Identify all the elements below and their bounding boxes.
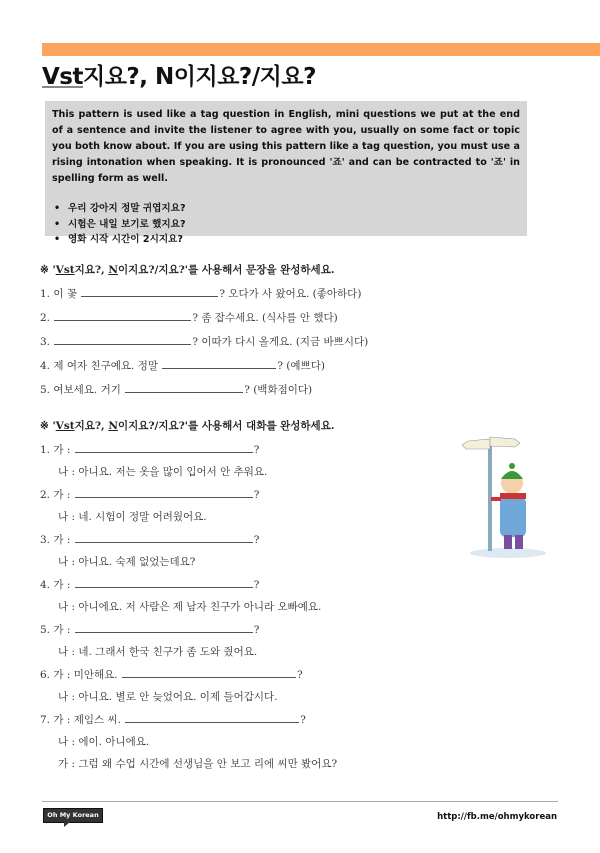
text-fragment: ? 오다가 사 왔어요. (좋아하다) <box>219 288 362 300</box>
dialogue-question <box>40 712 306 727</box>
header-bar <box>42 43 600 56</box>
dialogue-question <box>40 442 259 457</box>
title-vst: Vst <box>42 64 83 90</box>
text-fragment: 2. 가 : <box>40 489 74 501</box>
answer-blank[interactable] <box>81 286 218 297</box>
exercise1-item <box>40 310 338 325</box>
page-title <box>42 58 316 91</box>
answer-blank[interactable] <box>75 487 253 498</box>
dialogue-question <box>40 622 259 637</box>
text-fragment: 1. 가 : <box>40 444 74 456</box>
text-fragment: 3. <box>40 336 54 348</box>
text-fragment: 5. 여보세요. 거기 <box>40 384 125 396</box>
exercise1-item <box>40 334 368 349</box>
text-fragment: 5. 가 : <box>40 624 74 636</box>
text-fragment: 4. 제 여자 친구예요. 정말 <box>40 360 162 372</box>
footer-url[interactable]: http://fb.me/ohmykorean <box>437 812 557 822</box>
answer-blank[interactable] <box>75 442 253 453</box>
text-fragment: 6. 가 : 미안해요. <box>40 669 121 681</box>
answer-blank[interactable] <box>162 358 276 369</box>
dialogue-answer: 나 : 아니요. 숙제 없었는데요? <box>58 556 196 568</box>
text-fragment: ? <box>253 489 260 501</box>
answer-blank[interactable] <box>75 532 253 543</box>
dialogue-question <box>40 667 303 682</box>
exercise1-item <box>40 286 361 301</box>
text-fragment: ? <box>296 669 303 681</box>
text-fragment: ? 좀 잡수세요. (식사를 안 했다) <box>192 312 338 324</box>
explanation-box <box>45 101 527 245</box>
dialogue-answer: 나 : 에이. 아니에요. <box>58 736 150 748</box>
answer-blank[interactable] <box>122 667 296 678</box>
dialogue-answer: 나 : 아니요. 저는 옷을 많이 입어서 안 추워요. <box>58 466 268 478</box>
dialogue-answer: 나 : 아니에요. 저 사람은 제 남자 친구가 아니라 오빠예요. <box>58 601 322 613</box>
text-fragment: ? <box>253 534 260 546</box>
text-fragment: ? 이따가 다시 올게요. (지금 바쁘시다) <box>192 336 369 348</box>
example-list <box>52 201 520 248</box>
text-fragment: 2. <box>40 312 54 324</box>
example-item: • 시험은 내일 보기로 했지요? <box>52 217 520 233</box>
title-rest: 지요?, N이지요?/지요? <box>83 64 316 90</box>
text-fragment: 7. 가 : 제임스 씨. <box>40 714 125 726</box>
exercise1-item <box>40 382 312 397</box>
text-fragment: 1. 이 꽃 <box>40 288 81 300</box>
dialogue-answer: 나 : 네. 시험이 정말 어려웠어요. <box>58 511 207 523</box>
text-fragment: ? <box>253 444 260 456</box>
answer-blank[interactable] <box>125 712 299 723</box>
text-fragment: N <box>108 420 118 432</box>
text-fragment: 3. 가 : <box>40 534 74 546</box>
text-fragment: ※ ' <box>40 264 56 276</box>
oh-my-korean-logo: Oh My Korean <box>43 808 103 823</box>
text-fragment: N <box>108 264 118 276</box>
dialogue-answer: 나 : 아니요. 별로 안 늦었어요. 이제 들어갑시다. <box>58 691 278 703</box>
text-fragment: ? <box>253 579 260 591</box>
answer-blank[interactable] <box>54 334 191 345</box>
text-fragment: ? <box>300 714 306 726</box>
text-fragment: Vst <box>55 264 75 276</box>
text-fragment: 4. 가 : <box>40 579 74 591</box>
text-fragment: 이지요?/지요?'를 사용해서 문장을 완성하세요. <box>117 264 335 276</box>
text-fragment: 지요?, <box>74 420 109 432</box>
dialogue-extra-line: 가 : 그럼 왜 수업 시간에 선생님을 안 보고 리에 씨만 봤어요? <box>58 758 338 770</box>
exercise1-item <box>40 358 325 373</box>
text-fragment: 이지요?/지요?'를 사용해서 대화를 완성하세요. <box>117 420 335 432</box>
example-item: • 우리 강아지 정말 귀엽지요? <box>52 201 520 217</box>
section1-heading <box>40 262 335 277</box>
answer-blank[interactable] <box>75 622 253 633</box>
dialogue-question <box>40 577 259 592</box>
answer-blank[interactable] <box>125 382 243 393</box>
text-fragment: ? (백화점이다) <box>244 384 313 396</box>
text-fragment: Vst <box>55 420 75 432</box>
answer-blank[interactable] <box>54 310 191 321</box>
section2-heading <box>40 418 335 433</box>
dialogue-answer: 나 : 네. 그래서 한국 친구가 좀 도와 줬어요. <box>58 646 258 658</box>
example-item: • 영화 시작 시간이 2시지요? <box>52 232 520 248</box>
text-fragment: ? (예쁘다) <box>277 360 325 372</box>
explanation-text: This pattern is used like a tag question in English, mini questions we put at the end of a sentence and invite the listener to agree with you, usually on some fact or topic you both know about. If you are using this pattern like a tag question, you must use a rising intonation when speaking. It is pronounced '죠' and can be contracted to '죠' in spelling form as well. <box>52 109 520 184</box>
answer-blank[interactable] <box>75 577 253 588</box>
dialogue-question <box>40 532 259 547</box>
text-fragment: ※ ' <box>40 420 56 432</box>
footer-divider <box>42 801 558 802</box>
text-fragment: ? <box>253 624 260 636</box>
dialogue-question <box>40 487 259 502</box>
cold-man-at-signpost-illustration <box>460 435 550 560</box>
text-fragment: 지요?, <box>74 264 109 276</box>
